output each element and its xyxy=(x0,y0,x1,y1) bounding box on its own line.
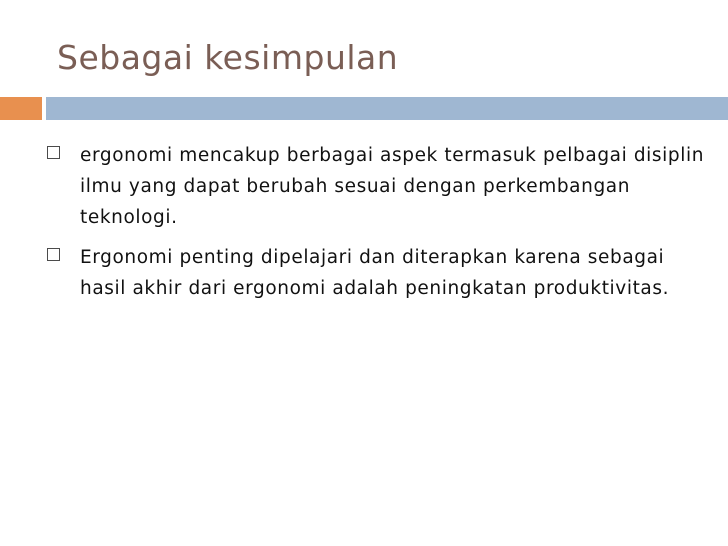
bullet-item xyxy=(0,242,728,304)
square-bullet-icon xyxy=(47,248,60,261)
bullet-item xyxy=(0,140,728,233)
square-bullet-icon xyxy=(47,146,60,159)
bullet-text: Ergonomi penting dipelajari dan diterapkan karena sebagai hasil akhir dari ergonomi adalah peningkatan produktivitas. xyxy=(80,247,670,299)
slide-title: Sebagai kesimpulan xyxy=(57,38,399,77)
bullet-text: ergonomi mencakup berbagai aspek termasuk pelbagai disiplin ilmu yang dapat berubah sesuai dengan perkembangan teknologi. xyxy=(80,145,705,228)
bullet-list xyxy=(0,140,728,313)
title-divider-bar xyxy=(46,97,728,120)
title-divider-accent xyxy=(0,97,42,120)
